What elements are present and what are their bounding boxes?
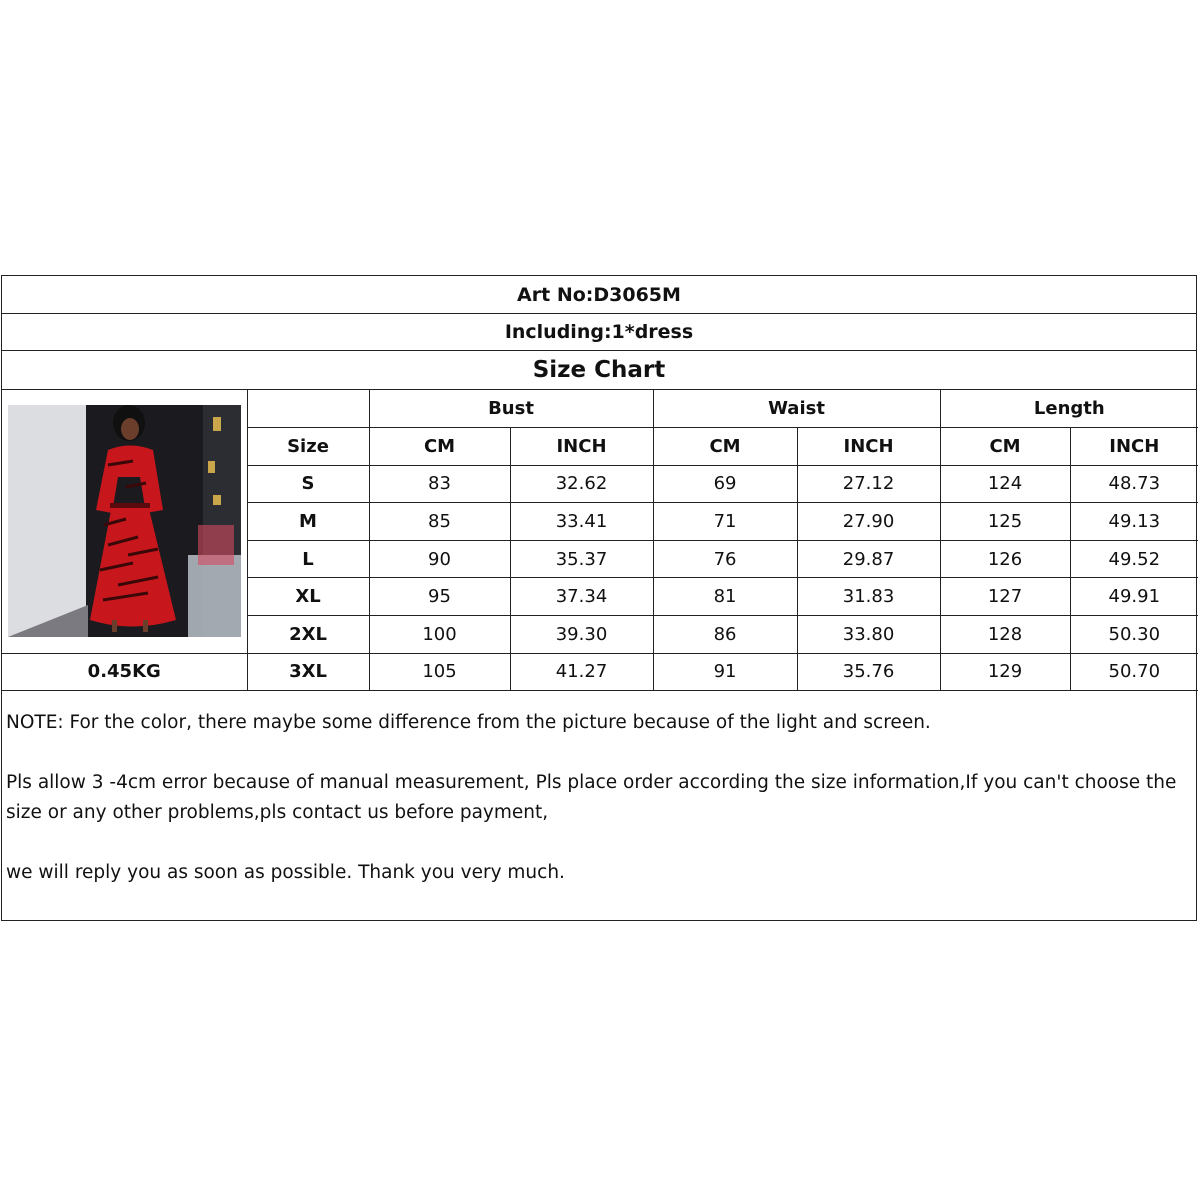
value-cell: 126 xyxy=(940,540,1070,578)
size-cell: 3XL xyxy=(247,653,369,691)
unit-header: CM xyxy=(653,428,797,466)
package-contents: Including:1*dress xyxy=(2,314,1196,351)
value-cell: 33.80 xyxy=(797,616,940,654)
note-color: NOTE: For the color, there maybe some difference from the picture because of the light and screen. xyxy=(6,712,931,733)
size-header: Size xyxy=(247,428,369,466)
value-cell: 128 xyxy=(940,616,1070,654)
empty-header-cell xyxy=(247,390,369,428)
value-cell: 69 xyxy=(653,465,797,503)
value-cell: 41.27 xyxy=(510,653,653,691)
value-cell: 86 xyxy=(653,616,797,654)
value-cell: 85 xyxy=(369,503,510,541)
unit-header: INCH xyxy=(1070,428,1198,466)
value-cell: 27.12 xyxy=(797,465,940,503)
value-cell: 49.13 xyxy=(1070,503,1198,541)
value-cell: 49.52 xyxy=(1070,540,1198,578)
product-photo xyxy=(8,405,241,637)
size-chart-title: Size Chart xyxy=(2,351,1196,390)
value-cell: 71 xyxy=(653,503,797,541)
value-cell: 125 xyxy=(940,503,1070,541)
value-cell: 35.76 xyxy=(797,653,940,691)
value-cell: 50.70 xyxy=(1070,653,1198,691)
value-cell: 129 xyxy=(940,653,1070,691)
size-cell: XL xyxy=(247,578,369,616)
group-length: Length xyxy=(940,390,1198,428)
note-reply: we will reply you as soon as possible. Thank you very much. xyxy=(6,862,565,883)
group-bust: Bust xyxy=(369,390,653,428)
note-measurement: Pls allow 3 -4cm error because of manual measurement, Pls place order according the size information,If you can't choose the size or any other problems,pls contact us before payment, xyxy=(6,772,1177,823)
value-cell: 35.37 xyxy=(510,540,653,578)
value-cell: 90 xyxy=(369,540,510,578)
value-cell: 81 xyxy=(653,578,797,616)
value-cell: 48.73 xyxy=(1070,465,1198,503)
group-header-row xyxy=(2,390,1198,428)
value-cell: 100 xyxy=(369,616,510,654)
group-waist: Waist xyxy=(653,390,940,428)
value-cell: 27.90 xyxy=(797,503,940,541)
size-cell: 2XL xyxy=(247,616,369,654)
notes-section xyxy=(6,708,1186,888)
size-table xyxy=(2,390,1198,691)
value-cell: 124 xyxy=(940,465,1070,503)
size-cell: L xyxy=(247,540,369,578)
value-cell: 32.62 xyxy=(510,465,653,503)
value-cell: 39.30 xyxy=(510,616,653,654)
value-cell: 49.91 xyxy=(1070,578,1198,616)
unit-header: INCH xyxy=(797,428,940,466)
value-cell: 37.34 xyxy=(510,578,653,616)
package-weight: 0.45KG xyxy=(2,653,247,691)
size-cell: M xyxy=(247,503,369,541)
size-chart-sheet xyxy=(1,275,1197,921)
value-cell: 76 xyxy=(653,540,797,578)
value-cell: 83 xyxy=(369,465,510,503)
value-cell: 29.87 xyxy=(797,540,940,578)
value-cell: 31.83 xyxy=(797,578,940,616)
unit-header: INCH xyxy=(510,428,653,466)
value-cell: 50.30 xyxy=(1070,616,1198,654)
value-cell: 91 xyxy=(653,653,797,691)
value-cell: 33.41 xyxy=(510,503,653,541)
value-cell: 95 xyxy=(369,578,510,616)
unit-header: CM xyxy=(940,428,1070,466)
table-row xyxy=(2,653,1198,691)
unit-header: CM xyxy=(369,428,510,466)
art-number: Art No:D3065M xyxy=(2,276,1196,314)
product-photo-cell xyxy=(2,390,247,653)
value-cell: 105 xyxy=(369,653,510,691)
value-cell: 127 xyxy=(940,578,1070,616)
size-cell: S xyxy=(247,465,369,503)
